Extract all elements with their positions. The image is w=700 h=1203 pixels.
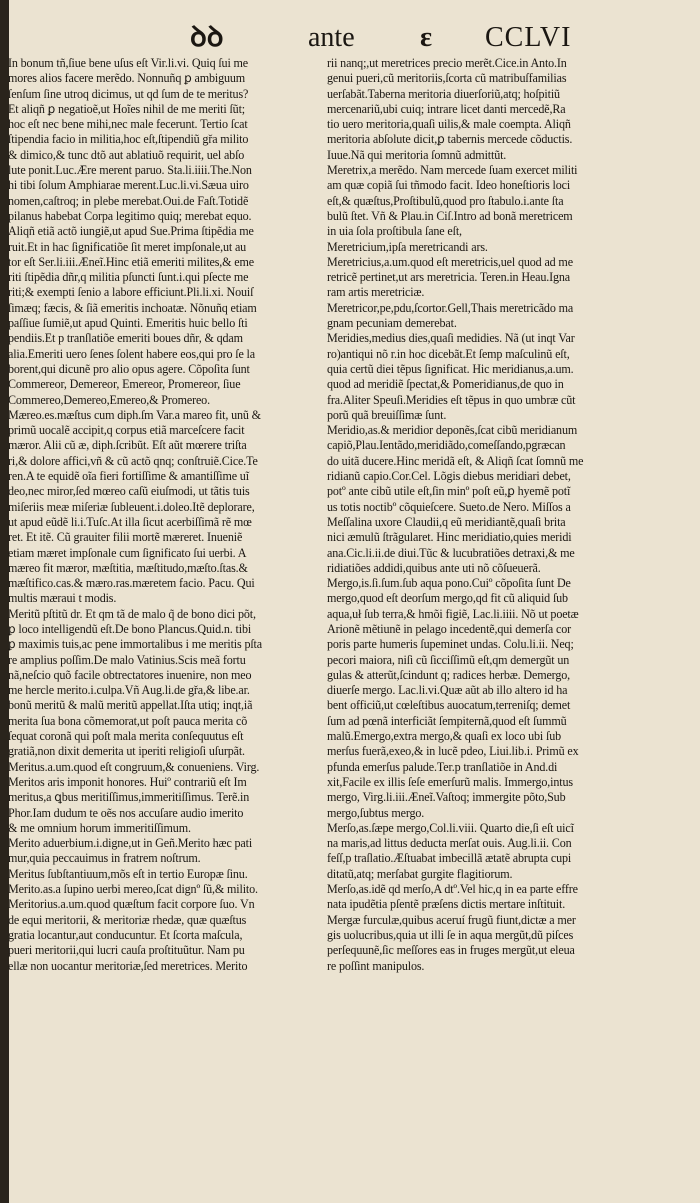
- text-line: nomen,caſtroq; in plebe merebat.Oui.de Faſt.Totidẽ: [8, 193, 249, 208]
- text-line: xit,Facile ex illis ſeſe emerſurũ malis. Immergo,intus: [327, 774, 573, 789]
- text-line: hoc eſt nec bene mihi,nec male fecerunt. Tertio ſcat: [8, 117, 248, 132]
- text-line: in uia ſola proſtibula ſane eſt,: [327, 224, 462, 239]
- text-line: mergo, Virg.li.iii.Æneĩ.Vaſtoq; immergite põto,Sub: [327, 790, 566, 805]
- text-line: bonũ meritũ & malũ meritũ appellat.Iſta utiq; inqt,iã: [8, 698, 253, 713]
- text-line: mercenariũ,ubi cuiq; intrare licet danti mercedẽ,Ra: [327, 101, 566, 116]
- text-line: quia certũ diei tẽpus ſignificat. Hic meridianus,a.um.: [327, 361, 574, 376]
- text-line: aqua,uł ſub terra,& hmõi figiẽ, Lac.li.iiii. Nõ ut poetæ: [327, 606, 579, 621]
- text-line: hi tibi ſolum Amphiarae merent.Luc.li.vi.Sæua uiro: [8, 178, 249, 193]
- text-line: gratia locantur,aut conducuntur. Et ſcorta maſcula,: [8, 927, 243, 942]
- text-line: potº ante cibũ utile eſt,ſin minº poſt eũ,ꝑ hyemẽ potĩ: [327, 484, 571, 499]
- text-line: & me omnium horum immeritiſſimum.: [8, 820, 191, 835]
- text-line: riti ſtipẽdia dñr,q militia pſuncti ſunt.i.qui pſecte me: [8, 270, 249, 285]
- text-line: mergo,quod eſt deorſum mergo,qd fit cũ aliquid ſub: [327, 591, 568, 606]
- text-line: ram artis meretriciæ.: [327, 285, 425, 300]
- text-line: bulũ ſtet. Vñ & Plau.in Ciſ.Intro ad bonã meretricem: [327, 208, 573, 223]
- text-line: Meritorius.a.um.quod quæſtum facit corpore ſuo. Vn: [8, 897, 255, 912]
- text-line: Iuue.Nã qui meritoria ſomnũ admittũt.: [327, 147, 507, 162]
- text-line: ſenſum ſine utroq dicimus, ut qd ſum de te meritus?: [8, 86, 249, 101]
- text-line: mur,quia peccauimus in fratrem noſtrum.: [8, 851, 201, 866]
- signature-mark: ɛ: [420, 22, 432, 53]
- text-line: gratiã,non dixit demerita ut iperiti religioſi uſurpãt.: [8, 744, 245, 759]
- text-line: ruit.Et in hac ſignificatiõe ſit meret impſonale,ut au: [8, 239, 247, 254]
- text-line: poris parte humeris ſupeminet undas. Colu.li.ii. Neq;: [327, 637, 574, 652]
- text-line: Meridio,as.& meridior deponẽs,ſcat cibũ meridianum: [327, 423, 578, 438]
- text-line: diuerſe mergo. Lac.li.vi.Quæ aũt ab illo altero id ha: [327, 683, 568, 698]
- text-line: mergo,ſubtus mergo.: [327, 805, 425, 820]
- text-line: primũ uocalẽ accipit,q corpus etiã marceſcere facit: [8, 423, 245, 438]
- text-line: borent,qui dicunẽ pro alio opus agere. Cõpoſita ſunt: [8, 361, 250, 376]
- text-line: nici æmulũ ſtrãgularet. Hinc meridiatio,quies meridi: [327, 530, 572, 545]
- text-line: pueri meritorii,qui lucri cauſa proſtituũtur. Nam pu: [8, 943, 245, 958]
- text-line: ren.A te equidẽ oĩa fieri fortiſſime & amantiſſime uĩ: [8, 469, 249, 484]
- text-line: etiam mæret impſonale cum ſignificato ſui uerbi. A: [8, 545, 247, 560]
- text-line: multis mæraui t modis.: [8, 591, 117, 606]
- text-line: uerſabãt.Taberna meritoria diuerſoriũ,atq; hoſpitiũ: [327, 86, 560, 101]
- text-line: me hercle merito.i.culpa.Vñ Aug.li.de gřa,& libe.ar.: [8, 683, 250, 698]
- text-line: Commereor, Demereor, Emereor, Promereor, ſiue: [8, 377, 241, 392]
- text-line: malũ.Emergo,extra mergo,& quaſi ex loco ubi ſub: [327, 729, 561, 744]
- text-line: ditatũ,atq; merſabat gurgite flagitiorum.: [327, 866, 513, 881]
- text-line: Meretricium,ipſa meretricandi ars.: [327, 239, 488, 254]
- text-line: ana.Cic.li.ii.de diui.Tũc & lucubratiões detraxi,& me: [327, 545, 575, 560]
- text-line: paſſiue ſumiẽ,ut apud Quinti. Emeritis huic bello ſti: [8, 316, 248, 331]
- text-line: In bonum tñ,ſiue bene uſus eſt Vir.li.vi. Quiq ſui me: [8, 56, 249, 70]
- text-line: pfunda emerſus palude.Ter.p tranſlatiõe in And.di: [327, 759, 558, 774]
- text-line: feſſ,p traſlatio.Æſtuabat imbecillã ætatẽ abrupta cupi: [327, 851, 572, 866]
- text-line: pilanus habebat Corpa legitimo quiq; merebat equo.: [8, 208, 252, 223]
- text-line: riti;& exempti ſenio a labore efficiunt.Pli.li.xi. Nouiſ: [8, 285, 254, 300]
- text-line: Merito.as.a ſupino uerbi mereo,ſcat dignº ſũ,& milito.: [8, 882, 258, 897]
- text-line: gnam pecuniam demerebat.: [327, 316, 457, 331]
- text-line: meritus,a ꝗbus meritiſſimus,immeritiſſimus. Terẽ.in: [8, 790, 250, 805]
- text-line: lute ponit.Luc.Ære merent paruo. Sta.li.iiii.The.Non: [8, 163, 252, 178]
- text-line: ꝑ maximis tuis,ac pene immortalibus i me meritis pſta: [8, 637, 262, 652]
- text-line: re poſſint manipulos.: [327, 958, 425, 973]
- text-line: ſequat coronã qui poſt mala merita conſequutus eſt: [8, 729, 244, 744]
- text-line: alia.Emeriti uero ſenes ſolent habere eos,qui pro ſe la: [8, 346, 255, 361]
- text-line: fra.Aliter Speuſi.Meridies eſt tẽpus in quo umbræ cũt: [327, 392, 576, 407]
- text-line: re amplius poſſim.De malo Vatinius.Scis meã fortu: [8, 652, 246, 667]
- text-line: Et aliqñ ꝑ negatioẽ,ut Hoĩes nihil de me meriti ſũt;: [8, 101, 245, 116]
- text-line: Meridies,medius dies,quaſi medidies. Nã (ut inqt Var: [327, 331, 575, 346]
- text-line: ſimæq; fæcis, & ſiã emeritis inchoatæ. Nõnuñq etiam: [8, 300, 257, 315]
- text-line: deo,nec miror,ſed mœreo caſũ eiuſmodi, ut tãtis tuis: [8, 484, 250, 499]
- text-line: eſt,& quæſtus,Proſtibulũ,quod pro ſtabulo.i.ante ſta: [327, 193, 564, 208]
- text-line: ꝑ loco intelligendũ eſt.De bono Plancus.Quid.n. tibi: [8, 621, 252, 636]
- text-line: Merſo,as.idẽ qd merſo,A dtº.Vel hic,q in ea parte effre: [327, 882, 578, 897]
- text-line: retricẽ pertinet,ut ars meretricia. Teren.in Heau.Igna: [327, 270, 570, 285]
- text-line: Meretricius,a.um.quod eſt meretricis,uel quod ad me: [327, 254, 573, 269]
- text-line: Meretrix,a merẽdo. Nam mercede ſuam exercet militi: [327, 163, 578, 178]
- text-line: Meritos aris imponit honores. Huiº contrariũ eſt Im: [8, 774, 247, 789]
- text-line: bent officiũ,ut cœleſtibus auocatum,terreniſq; demet: [327, 698, 571, 713]
- text-line: meritoria abſolute dicit,ꝑ tabernis mercede cõductis.: [327, 132, 573, 147]
- text-line: ſum ad pœnã interficiãt ſempiternã,quod eſt ſummũ: [327, 713, 567, 728]
- text-line: ellæ non uocantur meritoriæ,ſed meretrices. Merito: [8, 958, 248, 973]
- text-line: miſeriis meæ miſeriæ ſubleuent.i.doleo.Itẽ deplorare,: [8, 499, 255, 514]
- text-line: pecori maiora, niſi cũ ſicciſſimũ eſt,qm demergũt un: [327, 652, 570, 667]
- text-line: na maris,ad littus deducta merſat ouis. Aug.li.ii. Con: [327, 836, 572, 851]
- folio-number: CCLVI: [485, 22, 572, 53]
- text-line: Phor.Iam dudum te oẽs nos accuſare audio imerito: [8, 805, 244, 820]
- text-line: Meritus ſubſtantiuum,mõs eſt in tertio Europæ ſinu.: [8, 866, 248, 881]
- text-line: Merſo,as.ſæpe mergo,Col.li.viii. Quarto die,ſi eſt uicĩ: [327, 820, 574, 835]
- text-line: mæſtifico.cas.& mæro.ras.mæretem facio. Pacu. Qui: [8, 576, 255, 591]
- text-line: ut apud eũdẽ li.i.Tuſc.At illa ſicut acerbiſſimã rẽ mœ: [8, 514, 252, 529]
- right-text-column: [327, 56, 697, 974]
- text-line: Commereo,Demereo,Emereo,& Promereo.: [8, 392, 210, 407]
- text-line: nã,neſcio quõ facile obtrectatores inuenire, non meo: [8, 667, 252, 682]
- text-line: Arionẽ mẽtiunẽ in pelago incedentẽ,qui demerſa cor: [327, 621, 572, 636]
- text-line: Meſſalina uxore Claudii,q eũ meridiantẽ,quaſi brita: [327, 514, 566, 529]
- text-line: perſequunẽ,ſic meſſores eas in fruges mergũt,ut eleua: [327, 943, 575, 958]
- text-line: ri,& dolore affici,vñ & cũ actõ qnq; conſtruiẽ.Cice.Te: [8, 453, 258, 468]
- text-line: tor eſt Ser.li.iii.Æneĩ.Hinc etiã emeriti milites,& eme: [8, 254, 254, 269]
- text-line: ridiatiões addidi,quibus ante uti nõ cõſueuerã.: [327, 560, 541, 575]
- text-line: de equi meritorii, & meritoriæ rhedæ, quæ quæſtus: [8, 912, 247, 927]
- text-line: mæror. Alii cũ æ, diph.ſcribũt. Eſt aũt mœrere triſta: [8, 438, 247, 453]
- text-line: gis uolucribus,quia ut illi ſe in aqua mergũt,dũ piſces: [327, 927, 574, 942]
- text-line: Meritus.a.um.quod eſt congruum,& conueniens. Virg.: [8, 759, 260, 774]
- text-line: do uitã ducere.Hinc meridã eſt, & Aliqñ ſcat ſomnũ me: [327, 453, 584, 468]
- text-line: ro)antiqui nõ r.in hoc dicebãt.Et ſemp maſculinũ eſt,: [327, 346, 570, 361]
- text-line: ſtipendia facio in militia,hoc eſt,ſtipendiũ gřa milito: [8, 132, 249, 147]
- text-line: Meretricor,pe,pdu,ſcortor.Gell,Thais meretricãdo ma: [327, 300, 574, 315]
- text-line: rii nanq;,ut meretrices precio merẽt.Cice.in Anto.In: [327, 56, 567, 70]
- text-line: ret. Et itẽ. Cũ grauiter filii mortẽ mæreret. Inueniẽ: [8, 530, 243, 545]
- text-line: Meritũ pſtitũ dr. Et qm tã de malo q̃ de bono dici põt,: [8, 606, 256, 621]
- text-line: merita ſua bona cõmemorat,ut poſt pauca merita cõ: [8, 713, 248, 728]
- text-line: Merito aduerbium.i.digne,ut in Geñ.Merito hæc pati: [8, 836, 253, 851]
- text-line: Aliqñ etiã actõ iungiẽ,ut apud Sue.Prima ſtipẽdia me: [8, 224, 254, 239]
- text-line: quod ad meridiẽ ſpectat,& Pomeridianus,de quo in: [327, 377, 564, 392]
- text-line: Mergo,is.ſi.ſum.ſub aqua pono.Cuiº cõpoſita ſunt De: [327, 576, 571, 591]
- text-line: am quæ copiã ſui tñmodo facit. Ideo honeſtioris loci: [327, 178, 571, 193]
- text-line: Mergæ furculæ,quibus aceruí frugũ fiunt,dictæ a mer: [327, 912, 576, 927]
- text-line: genui pueri,cũ meritoriis,ſcorta cũ matribuſfamilias: [327, 71, 567, 86]
- running-head-mark: ꝺꝺ: [190, 22, 224, 53]
- text-line: capiõ,Plau.Ientãdo,meridiãdo,comeſſando,pgræcan: [327, 438, 566, 453]
- left-text-column: [8, 56, 321, 974]
- running-head-word: ante: [308, 22, 355, 53]
- text-line: & dimico,& tunc dtõ aut ablatiuõ requirit, uel abſo: [8, 147, 245, 162]
- text-line: tio uero meritoria,quaſi uilis,& male coempta. Aliqñ: [327, 117, 571, 132]
- text-line: Mæreo.es.mæſtus cum diph.ſm Var.a mareo fit, unũ &: [8, 407, 261, 422]
- text-line: pendiis.Et p tranſlatiõe emeriti boues dñr, & qdam: [8, 331, 243, 346]
- text-line: merſus fuerã,exeo,& in lucẽ pdeo, Liui.lib.i. Primũ ex: [327, 744, 579, 759]
- text-line: nata ipudẽtia pſentẽ præſens dictis mertare inſtituit.: [327, 897, 566, 912]
- text-line: ridianũ capio.Cor.Cel. Lõgis diebus meridiari debet,: [327, 469, 571, 484]
- running-head: [180, 20, 600, 56]
- text-line: porũ quã breuiſſimæ ſunt.: [327, 407, 447, 422]
- text-line: mæreo fit mæror, mæſtitia, mæſtitudo,mæſto.ſtas.&: [8, 560, 248, 575]
- text-line: us totis noctibº cõquieſcere. Sueto.de Nero. Miſſos a: [327, 499, 571, 514]
- text-line: gulas & atterũt,ſcindunt q; radices herbæ. Demergo,: [327, 667, 571, 682]
- text-line: mores alios facere merẽdo. Nonnuñq ꝑ ambiguum: [8, 71, 246, 86]
